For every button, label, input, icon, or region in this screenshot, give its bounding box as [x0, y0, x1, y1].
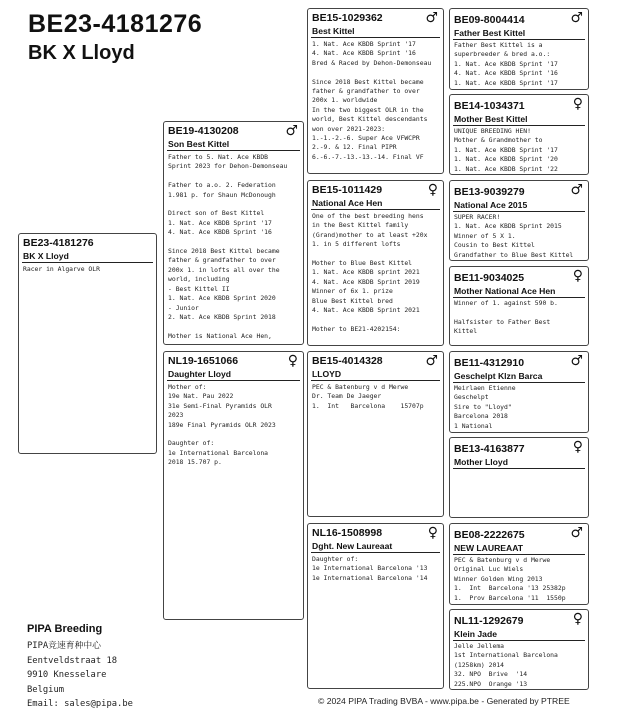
ring-number: BE11-9034025	[454, 272, 525, 284]
pigeon-notes: 1. Nat. Ace KBDB Sprint '17 4. Nat. Ace KBDB Sprint '16 Bred & Raced by Dehon-Demonseau Since 2018 Best Kittel became father & grandfather to over 200x 1. worldwide In the two biggest OLR in the world, Best Kittel descendants won over 2021-2023: 1.-1.-2.-6. Super Ace VFWCPR 2.-9. & 12. Final PIPR 6.-6.-7.-13.-13.-14. Final VF	[312, 40, 432, 161]
pigeon-notes: Father to 5. Nat. Ace KBDB Sprint 2023 for Dehon-Demonseau Father to a.o. 2. Federation 1.981 p. for Shaun McDonough Direct son of Best Kittel 1. Nat. Ace KBDB Sprint '17 4. Nat. Ace KBDB Sprint '16 Since 2018 Best Kittel became father & grandfather to over 200x 1. in lofts all over the world, including - Best Kittel II 1. Nat. Ace KBDB Sprint 2020 - Junior 2. Nat. Ace KBDB Sprint 2018 Mother is National Ace Hen,	[168, 153, 288, 340]
ring-number: BE09-8004414	[454, 14, 525, 26]
pigeon-name: Mother National Ace Hen	[454, 286, 556, 296]
female-icon: ♀	[427, 525, 438, 541]
ring-number: BE19-4130208	[168, 125, 239, 137]
divider	[311, 209, 440, 210]
pedigree-card-dam-sire-sire	[449, 351, 589, 433]
pigeon-notes: One of the best breeding hens in the Best Kittel family (Grand)mother to at least +20x 1. in 5 different lofts Mother to Blue Best Kittel 1. Nat. Ace KBDB sprint 2021 4. Nat. Ace KBDB Sprint 2019 Winner of 6x 1. prize Blue Best Kittel bred 4. Nat. Ace KBDB Sprint 2021 Mother to BE21-4202154:	[312, 212, 428, 333]
male-icon: ♂	[570, 525, 583, 541]
pigeon-notes: PEC & Batenburg v d Merwe Dr. Team De Jaeger 1. Int Barcelona 15707p	[312, 383, 424, 410]
divider	[453, 554, 585, 555]
pedigree-card-sire-dam	[307, 180, 444, 346]
pigeon-notes: Daughter of: 1e International Barcelona '13 1e International Barcelona '14	[312, 555, 428, 582]
female-icon: ♀	[572, 268, 583, 284]
male-icon: ♂	[570, 353, 583, 369]
pigeon-notes: Racer in Algarve OLR	[23, 265, 100, 273]
pigeon-ring-number-title: BE23-4181276	[28, 10, 203, 38]
divider	[311, 37, 440, 38]
ring-number: BE23-4181276	[23, 237, 94, 249]
pigeon-name: National Ace 2015	[454, 200, 528, 210]
pigeon-name: Father Best Kittel	[454, 28, 526, 38]
pedigree-card-dam-dam-dam	[449, 609, 589, 690]
company-name-chinese: PIPA竞速育种中心	[27, 641, 101, 651]
pigeon-notes: Winner of 1. against 590 b. Halfsister to Father Best Kittel	[454, 299, 558, 336]
pedigree-card-dam-dam	[307, 523, 444, 689]
divider	[453, 125, 585, 126]
pigeon-name: Daughter Lloyd	[168, 369, 232, 379]
ring-number: BE11-4312910	[454, 357, 525, 369]
ring-number: NL19-1651066	[168, 355, 239, 367]
pigeon-name: Klein Jade	[454, 629, 497, 639]
ring-number: BE15-1011429	[312, 184, 383, 196]
pigeon-name: Best Kittel	[312, 26, 355, 36]
pedigree-card-dam-dam-sire	[449, 523, 589, 605]
divider	[167, 150, 300, 151]
pigeon-name: LLOYD	[312, 369, 342, 379]
pedigree-card-sire-sire-sire	[449, 8, 589, 90]
male-icon: ♂	[425, 353, 438, 369]
female-icon: ♀	[427, 182, 438, 198]
female-icon: ♀	[572, 96, 583, 112]
divider	[167, 380, 300, 381]
pedigree-card-sire	[163, 121, 304, 345]
divider	[311, 552, 440, 553]
pigeon-name: Dght. New Laureaat	[312, 541, 393, 551]
ring-number: BE14-1034371	[454, 100, 525, 112]
divider	[22, 262, 153, 263]
divider	[311, 380, 440, 381]
divider	[453, 640, 585, 641]
pigeon-notes: Father Best Kittel is a superbreeder & bred a.o.: 1. Nat. Ace KBDB Sprint '17 4. Nat. Ace KBDB Sprint '16 1. Nat. Ace KBDB Sprint '17	[454, 41, 558, 87]
divider	[453, 297, 585, 298]
breeder-contact-block	[27, 623, 133, 712]
female-icon: ♀	[572, 611, 583, 627]
pigeon-notes: PEC & Batenburg v d Merwe Original Luc Wiels Winner Golden Wing 2013 1. Int Barcelona '13 25382p 1. Prov Barcelona '11 1550p	[454, 556, 566, 602]
ring-number: NL16-1508998	[312, 527, 383, 539]
female-icon: ♀	[572, 439, 583, 455]
contact-email: Email: sales@pipa.be	[27, 699, 133, 710]
pigeon-name: BK X Lloyd	[23, 251, 69, 261]
pigeon-name: Geschelpt Klzn Barca	[454, 371, 543, 381]
pigeon-name: Mother Lloyd	[454, 457, 508, 467]
ring-number: BE13-4163877	[454, 443, 525, 455]
pigeon-name: Mother Best Kittel	[454, 114, 528, 124]
address-country: Belgium	[27, 684, 65, 695]
pedigree-card-subject	[18, 233, 157, 454]
divider	[453, 39, 585, 40]
pigeon-name: NEW LAUREAAT	[454, 543, 524, 553]
pedigree-card-dam-sire	[307, 351, 444, 517]
divider	[453, 468, 585, 469]
ring-number: BE15-1029362	[312, 12, 383, 24]
ring-number: NL11-1292679	[454, 615, 524, 627]
ring-number: BE08-2222675	[454, 529, 525, 541]
female-icon: ♀	[287, 353, 298, 369]
divider	[453, 211, 585, 212]
male-icon: ♂	[425, 10, 438, 26]
address-city: 9910 Knesselare	[27, 670, 107, 681]
pedigree-card-sire-sire	[307, 8, 444, 174]
pigeon-notes: Meirlaen Etienne Geschelpt Sire to "Lloyd" Barcelona 2018 1 National	[454, 384, 516, 430]
ring-number: BE15-4014328	[312, 355, 383, 367]
pigeon-name-title: BK X Lloyd	[28, 42, 135, 64]
pigeon-notes: SUPER RACER! 1. Nat. Ace KBDB Sprint 2015 Winner of 5 X 1. Cousin to Best Kittel Grandfather to Blue Best Kittel	[454, 213, 574, 259]
pigeon-name: National Ace Hen	[312, 198, 383, 208]
divider	[453, 382, 585, 383]
pigeon-notes: Mother of: 19e Nat. Pau 2022 31e Semi-Final Pyramids OLR 2023 189e Final Pyramids OLR 2023 Daughter of: 1e International Barcelona 2018 15.707 p.	[168, 383, 276, 467]
pedigree-card-sire-dam-sire	[449, 180, 589, 261]
ring-number: BE13-9039279	[454, 186, 525, 198]
pigeon-name: Son Best Kittel	[168, 139, 230, 149]
male-icon: ♂	[285, 123, 298, 139]
pedigree-card-sire-dam-dam	[449, 266, 589, 346]
company-name: PIPA Breeding	[27, 623, 103, 635]
pigeon-notes: Jelle Jellema 1st International Barcelona (1258km) 2014 32. NPO Brive '14 225.NPO Orange '13	[454, 642, 558, 688]
male-icon: ♂	[570, 10, 583, 26]
pedigree-card-sire-sire-dam	[449, 94, 589, 175]
copyright-notice: © 2024 PIPA Trading BVBA - www.pipa.be - Generated by PTREE	[318, 696, 570, 706]
pedigree-card-dam	[163, 351, 304, 620]
address-street: Eentveldstraat 18	[27, 655, 118, 666]
pigeon-notes: UNIQUE BREEDING HEN! Mother & Grandmother to 1. Nat. Ace KBDB Sprint '17 1. Nat. Ace KBDB Sprint '20 1. Nat. Ace KBDB Sprint '22	[454, 127, 558, 173]
male-icon: ♂	[570, 182, 583, 198]
pedigree-card-dam-sire-dam	[449, 437, 589, 518]
